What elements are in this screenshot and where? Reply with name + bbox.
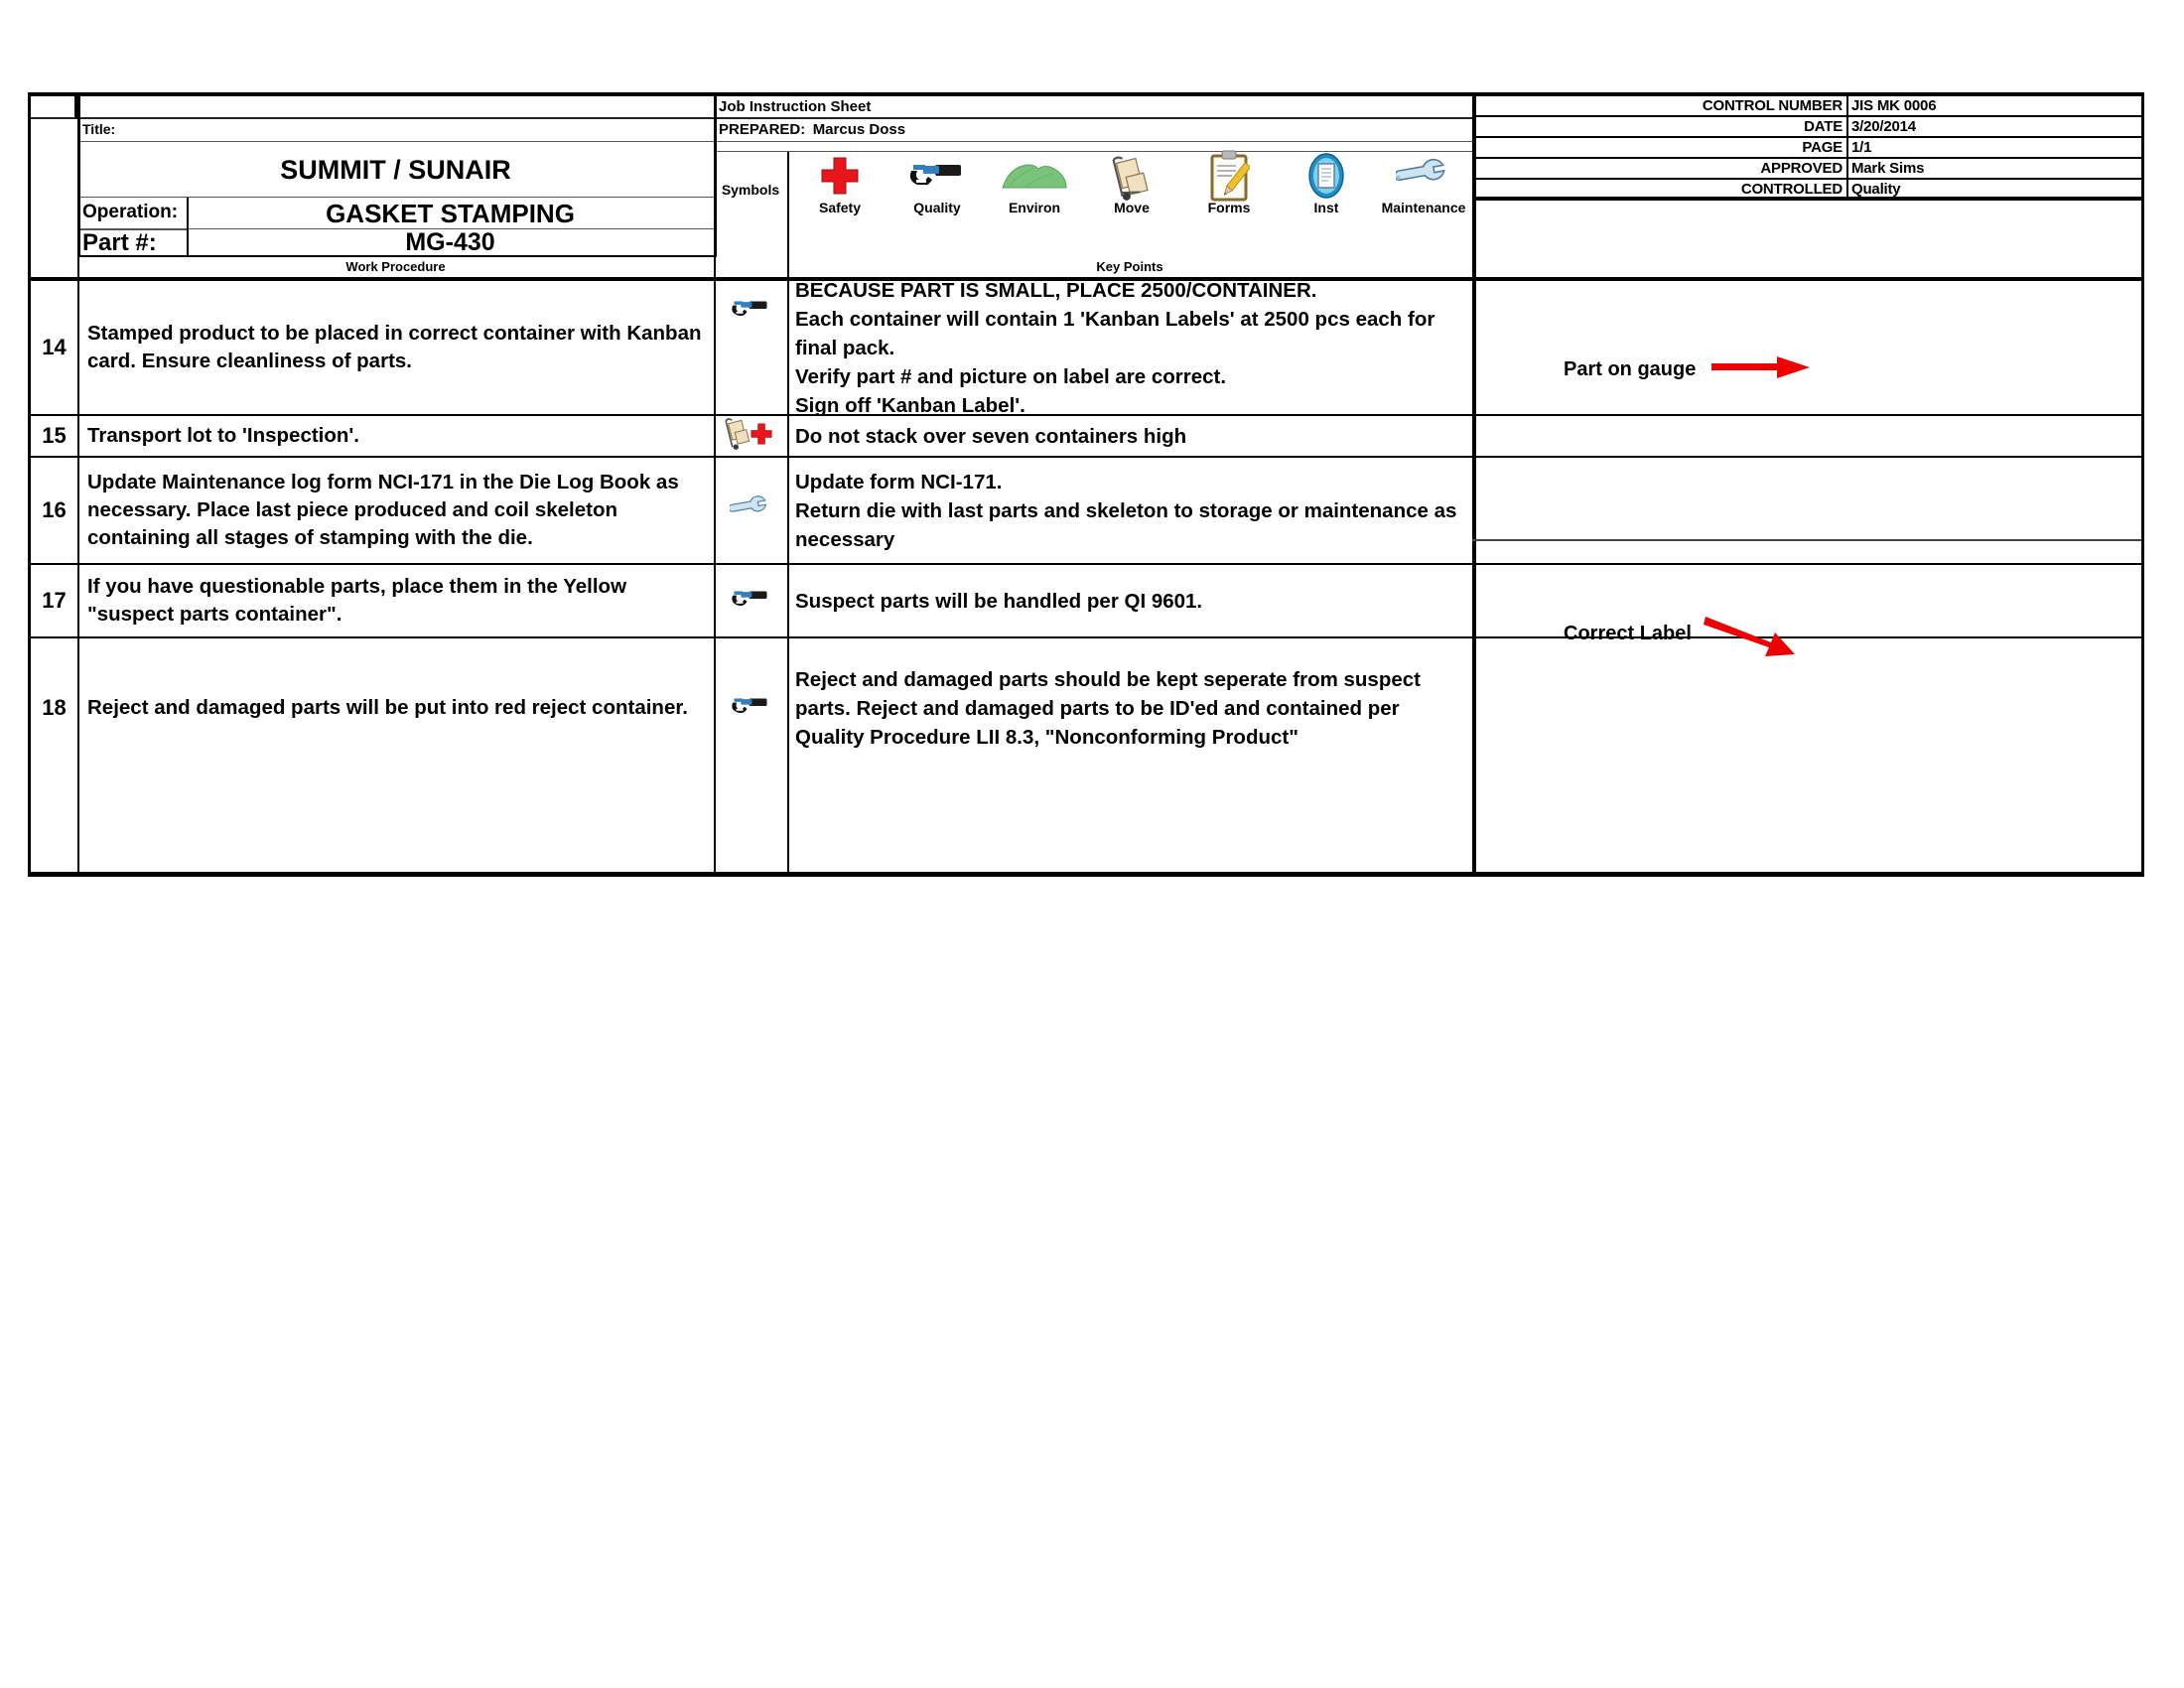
part-number-value: MG-430 (405, 228, 495, 256)
control-number-label: CONTROL NUMBER (1702, 97, 1843, 114)
photo-annotation-pane (1472, 223, 2141, 872)
operation-label: Operation: (77, 198, 187, 229)
sheet-header (31, 96, 2141, 228)
page-value: 1/1 (1851, 139, 1872, 156)
annotation-label: Part on gauge (1564, 358, 1697, 380)
row-key-points (787, 278, 1472, 417)
control-row-approved (1472, 159, 2141, 180)
row-number: 18 (42, 695, 67, 720)
grid-rule (187, 198, 189, 257)
prepared-label: PREPARED: (719, 121, 806, 138)
key-point-line: Reject and damaged parts should be kept seperate from suspect parts. Reject and damaged parts to be ID'ed and contained per Quality Procedure LII 8.3, "Nonconforming Product" (795, 667, 1421, 749)
row-key-points (787, 565, 1472, 636)
red-cross-icon (791, 152, 888, 200)
row-procedure (77, 458, 714, 563)
grid-rule (714, 96, 717, 257)
annotation-label: Correct Label (1564, 623, 1692, 644)
row-symbol (714, 458, 787, 563)
control-row-date (1472, 117, 2141, 138)
control-row-controlled (1472, 180, 2141, 201)
prepared-cell (714, 119, 1472, 142)
symbol-label: Move (1114, 200, 1150, 215)
header-spacer-a (714, 142, 1472, 152)
controlled-label: CONTROLLED (1740, 181, 1843, 198)
straight-right-red-arrow-icon (1711, 354, 1811, 385)
green-leaf-icon (986, 152, 1083, 200)
controlled-value: Quality (1851, 181, 1901, 198)
procedure-text: If you have questionable parts, place them in the Yellow "suspect parts container". (87, 575, 627, 626)
key-point-line: Do not stack over seven containers high (795, 424, 1187, 448)
form-name: Job Instruction Sheet (714, 96, 1472, 119)
symbol-environ (986, 152, 1083, 223)
title-label: Title: (77, 119, 714, 142)
key-point-line: Sign off 'Kanban Label'. (795, 393, 1025, 417)
hand-truck-icon (1083, 152, 1180, 200)
row-procedure (77, 416, 714, 456)
row-number: 16 (42, 497, 67, 522)
diagonal-down-right-red-arrow-icon (1704, 613, 1799, 665)
hand-truck-plus-safety-icon (723, 415, 778, 458)
grid-rule (787, 152, 789, 257)
part-label: Part #: (82, 229, 157, 256)
part-label-cell (77, 229, 187, 257)
micrometer-icon (729, 585, 772, 618)
row-symbol (714, 638, 787, 777)
row-symbol (714, 416, 787, 456)
header-corner-cell (31, 96, 77, 119)
symbol-move (1083, 152, 1180, 223)
symbols-label: Symbols (721, 182, 780, 198)
job-instruction-sheet (28, 92, 2144, 877)
row-symbol (714, 565, 787, 636)
symbols-row (787, 152, 1472, 223)
row-procedure (77, 638, 714, 777)
key-point-line: Update form NCI-171. (795, 470, 1003, 493)
symbol-safety (791, 152, 888, 223)
control-row-control-number (1472, 96, 2141, 117)
symbol-label: Forms (1207, 200, 1251, 215)
row-procedure (77, 565, 714, 636)
symbol-label: Maintenance (1381, 200, 1466, 215)
row-key-points (787, 416, 1472, 456)
company-name: SUMMIT / SUNAIR (77, 142, 714, 198)
symbol-forms (1180, 152, 1278, 223)
date-value: 3/20/2014 (1851, 118, 1916, 135)
micrometer-icon (729, 295, 772, 328)
symbol-label: Quality (913, 200, 961, 215)
wrench-icon (1375, 152, 1472, 200)
clipboard-pencil-icon (1180, 152, 1278, 200)
control-number-value: JIS MK 0006 (1851, 97, 1937, 114)
operation-value: GASKET STAMPING (187, 198, 714, 229)
annotation-part-on-gauge (1564, 354, 1811, 385)
symbol-label: Environ (1008, 200, 1061, 215)
key-point-line: Suspect parts will be handled per QI 9601. (795, 589, 1203, 613)
photo-pane-divider (1472, 539, 2141, 541)
row-number: 17 (42, 588, 67, 613)
procedure-text: Stamped product to be placed in correct container with Kanban card. Ensure cleanliness of parts. (87, 322, 702, 372)
instruction-document-icon (1278, 152, 1375, 200)
annotation-correct-label (1564, 603, 1799, 665)
symbol-maintenance (1375, 152, 1472, 223)
micrometer-icon (729, 692, 772, 725)
micrometer-icon (888, 152, 986, 200)
approved-value: Mark Sims (1851, 160, 1925, 177)
row-number: 14 (42, 335, 67, 359)
procedure-text: Update Maintenance log form NCI-171 in the Die Log Book as necessary. Place last piece produced and coil skeleton containing all stages of stamping with the die. (87, 471, 679, 549)
date-label: DATE (1804, 118, 1843, 135)
key-point-line: Return die with last parts and skeleton to storage or maintenance as necessary (795, 498, 1457, 551)
row-number: 15 (42, 423, 67, 448)
work-procedure-heading: Work Procedure (345, 259, 446, 274)
row-key-points (787, 638, 1472, 777)
header-blank-left (77, 96, 714, 119)
symbol-label: Inst (1313, 200, 1339, 215)
key-point-line: BECAUSE PART IS SMALL, PLACE 2500/CONTAINER. (795, 278, 1317, 302)
row-key-points (787, 458, 1472, 563)
symbol-quality (888, 152, 986, 223)
row-symbol (714, 281, 787, 414)
row-procedure (77, 281, 714, 414)
key-point-line: Verify part # and picture on label are correct. (795, 364, 1227, 388)
part-number-cell (187, 229, 714, 257)
symbol-label: Safety (818, 200, 862, 215)
procedure-text: Transport lot to 'Inspection'. (87, 424, 359, 447)
approved-label: APPROVED (1760, 160, 1843, 177)
key-points-heading: Key Points (1096, 259, 1163, 274)
key-point-line: Each container will contain 1 'Kanban Labels' at 2500 pcs each for final pack. (795, 307, 1435, 359)
procedure-text: Reject and damaged parts will be put into red reject container. (87, 696, 688, 719)
prepared-by-value: Marcus Doss (812, 121, 906, 138)
grid-rule (77, 96, 80, 257)
control-row-page (1472, 138, 2141, 159)
wrench-icon (730, 491, 771, 531)
symbol-inst (1278, 152, 1375, 223)
page-label: PAGE (1802, 139, 1843, 156)
